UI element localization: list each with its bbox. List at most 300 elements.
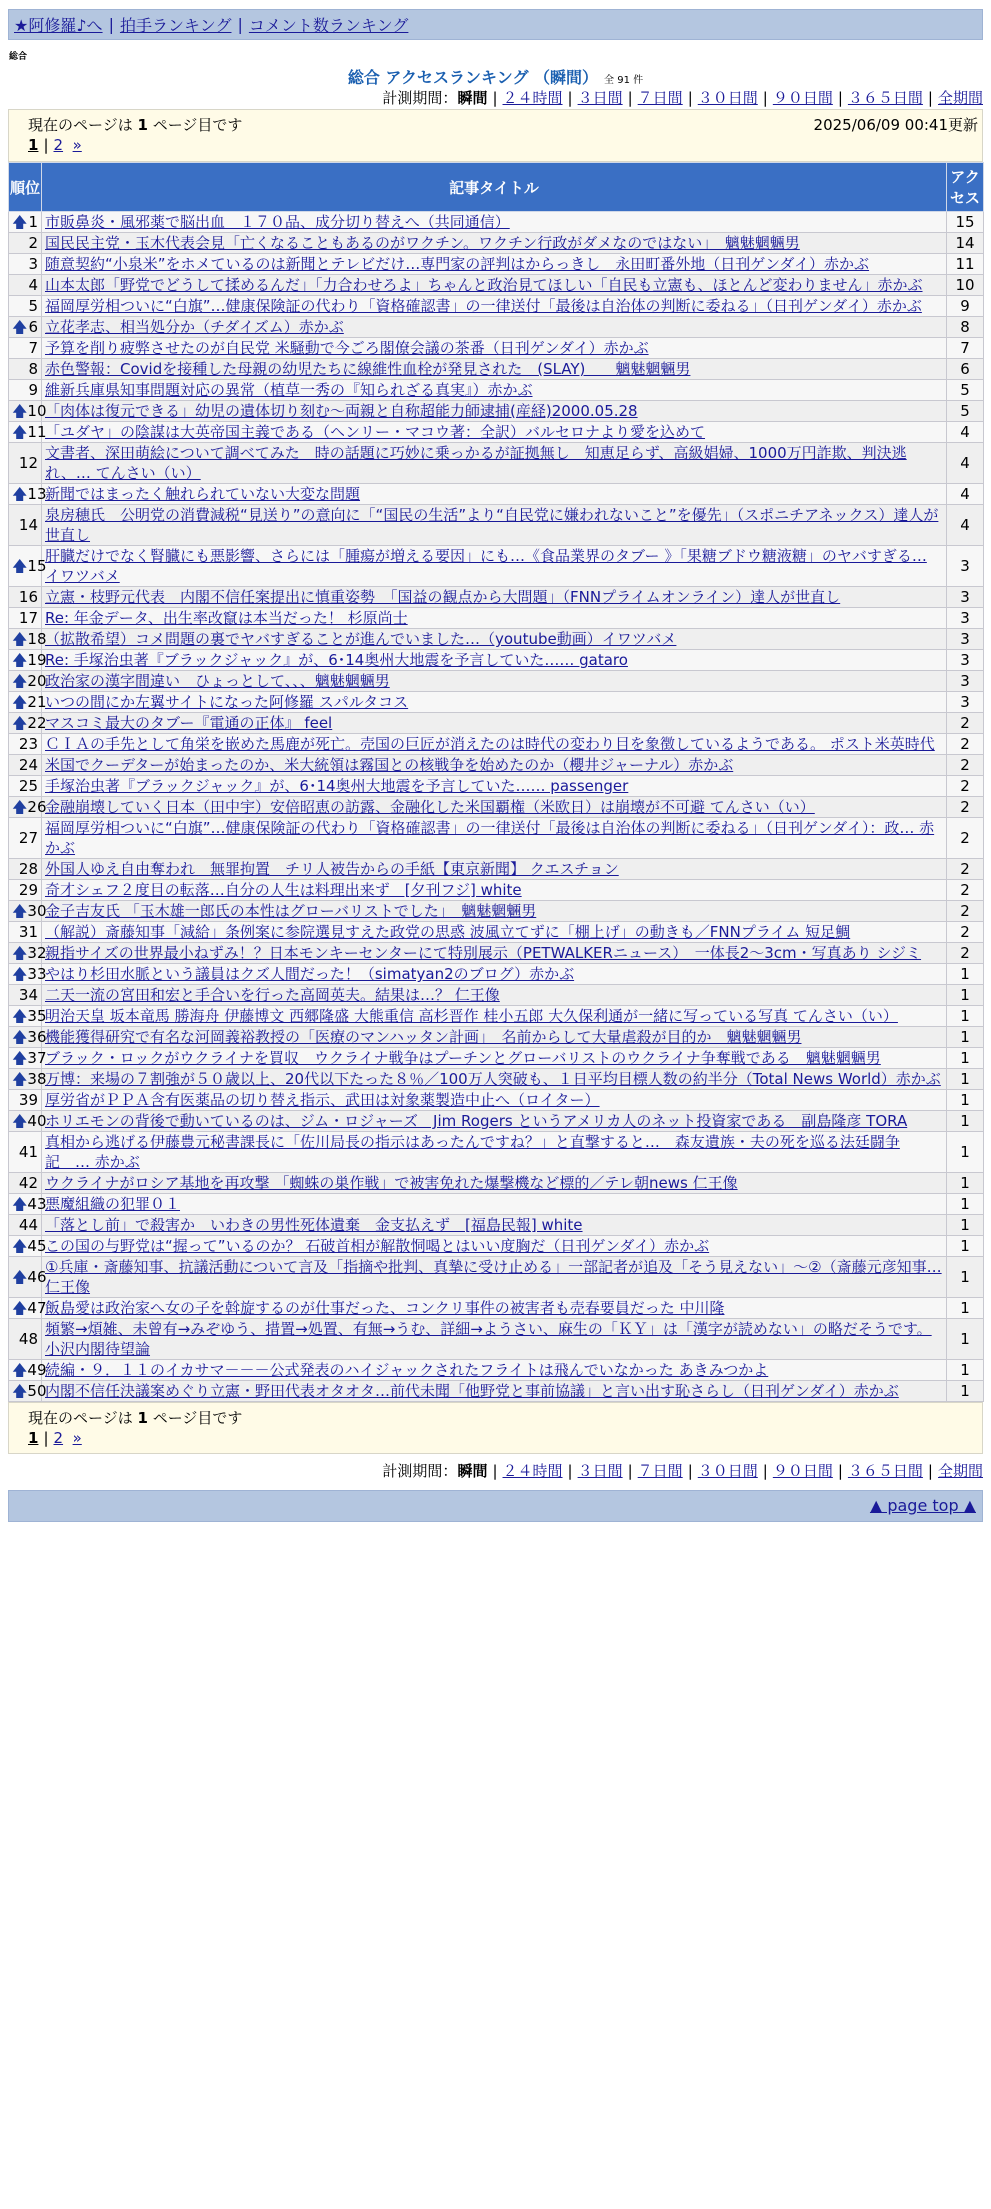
table-row [9,587,984,608]
title-cell [42,212,947,233]
title-cell [42,1048,947,1069]
title-cell [42,922,947,943]
article-link[interactable]: 金融崩壊していく日本（田中宇）安倍昭恵の訪露、金融化した米国覇権（米欧日）は崩壊が不可避 てんさい（い） [45,798,815,816]
title-cell [42,880,947,901]
rank-cell [9,734,42,755]
rank-cell [9,338,42,359]
access-count: 3 [947,608,984,629]
title-cell [42,818,947,859]
table-row [9,233,984,254]
clap-ranking-link[interactable]: 拍手ランキング [119,16,232,35]
table-row [9,1111,984,1132]
pagination-box-top [8,109,983,162]
next-page-link[interactable]: » [72,1429,82,1447]
article-link[interactable]: 厚労省がＰＰＡ含有医薬品の切り替え指示、武田は対象薬製造中止へ（ロイター） [45,1091,600,1109]
period-separator: | [927,1462,933,1480]
period-separator: | [927,89,933,107]
period-link-5[interactable]: ３６５日間 [847,1462,923,1480]
rank-number: 16 [18,588,38,606]
table-row [9,484,984,505]
rank-cell [9,1381,47,1402]
article-link[interactable]: 明治天皇 坂本竜馬 勝海舟 伊藤博文 西郷隆盛 大熊重信 高杉晋作 桂小五郎 大久保利通が一緒に写っている写真 てんさい（い） [45,1007,898,1025]
article-link[interactable]: ＣＩＡの手先として角栄を嵌めた馬鹿が死亡。売国の巨匠が消えたのは時代の変わり目を象徴しているようである。 ポスト米英時代 [45,735,935,753]
article-link[interactable]: 金子吉友氏 「玉木雄一郎氏の本性はグローバリストでした」 魑魅魍魎男 [45,902,537,920]
title-cell [42,338,947,359]
page-2-link[interactable]: 2 [53,136,64,154]
title-cell [42,776,947,797]
period-selector-bottom [0,1460,983,1482]
rank-cell [9,1132,42,1173]
table-row [9,776,984,797]
table-row [9,797,984,818]
period-separator: | [837,89,843,107]
title-cell [42,380,947,401]
rank-cell [9,1069,47,1090]
rank-cell [9,1319,42,1360]
title-cell [42,546,947,587]
access-count: 2 [947,943,984,964]
title-cell [42,1236,947,1257]
page-1-link[interactable]: 1 [28,1429,39,1447]
access-count: 1 [947,985,984,1006]
article-link[interactable]: この国の与野党は“握って”いるのか？ 石破首相が解散恫喝とはいい度胸だ（日刊ゲンダイ）赤かぶ [45,1237,710,1255]
rank-number: 33 [27,965,47,983]
rank-cell [9,713,47,734]
title-cell [42,484,947,505]
table-row [9,380,984,401]
rank-up-arrow-icon: 🡅 [12,630,28,648]
rank-number: 23 [18,735,38,753]
period-link-1[interactable]: ３日間 [577,1462,623,1480]
period-link-2[interactable]: ７日間 [637,1462,683,1480]
rank-cell [9,1006,47,1027]
access-count: 2 [947,734,984,755]
rank-up-arrow-icon: 🡅 [12,798,28,816]
rank-up-arrow-icon: 🡅 [12,1049,28,1067]
title-cell [42,1006,947,1027]
table-row [9,1173,984,1194]
rank-number: 41 [18,1143,38,1161]
rank-cell [9,1111,47,1132]
access-count: 4 [947,505,984,546]
article-link[interactable]: 肝臓だけでなく腎臓にも悪影響、さらには「腫瘍が増える要因」にも…《食品業界のタブー 》「果糖ブドウ糖液糖」のヤバすぎる… イワツバメ [45,547,927,585]
title-cell [42,964,947,985]
rank-up-arrow-icon: 🡅 [12,1237,28,1255]
rank-up-arrow-icon: 🡅 [12,965,28,983]
rank-cell [9,1360,47,1381]
article-link[interactable]: 「ユダヤ」の陰謀は大英帝国主義である（ヘンリー・マコウ著：全訳）バルセロナより愛を込めて [45,423,706,441]
table-row [9,254,984,275]
period-current: 瞬間 [457,1462,488,1480]
article-link[interactable]: 真相から逃げる伊藤豊元秘書課長に「佐川局長の指示はあったんですね？」と直撃すると… 森友遺族・夫の死を巡る法廷闘争記 … 赤かぶ [45,1133,900,1171]
rank-cell [9,671,47,692]
access-count: 2 [947,922,984,943]
rank-up-arrow-icon: 🡅 [12,423,28,441]
title-cell [42,1319,947,1360]
rank-cell [9,380,42,401]
access-count: 3 [947,629,984,650]
access-count: 10 [947,275,984,296]
table-row [9,1236,984,1257]
article-link[interactable]: 万博：来場の７割強が５０歳以上、20代以下たった８％／100万人突破も、１日平均目標人数の約半分（Total News World）赤かぶ [45,1070,941,1088]
title-cell [42,608,947,629]
title-cell [42,671,947,692]
rank-cell [9,922,42,943]
rank-number: 46 [27,1268,47,1286]
ranking-table [8,162,984,1402]
article-link[interactable]: 福岡厚労相ついに“白旗”…健康保険証の代わり「資格確認書」の一律送付「最後は自治体の判断に委ねる」（日刊ゲンダイ）赤かぶ [45,297,922,315]
title-cell [42,401,947,422]
rank-up-arrow-icon: 🡅 [12,318,28,336]
table-row [9,1048,984,1069]
rank-cell [9,296,42,317]
article-link[interactable]: 随意契約“小泉米”をホメているのは新聞とテレビだけ…専門家の評判はからっきし 永田町番外地（日刊ゲンダイ）赤かぶ [45,255,870,273]
access-count: 14 [947,233,984,254]
bottom-bar [8,1490,983,1522]
title-header: 記事タイトル [42,163,947,212]
article-link[interactable]: ①兵庫・斎藤知事、抗議活動について言及「指摘や批判、真摯に受け止める」一部記者が追及「そう見えない」～②（斎藤元彦知事… 仁王像 [45,1258,942,1296]
rank-number: 40 [27,1112,47,1130]
table-row [9,1006,984,1027]
table-row [9,1027,984,1048]
rank-cell [9,629,47,650]
article-link[interactable]: 米国でクーデターが始まったのか、米大統領は霧国との核戦争を始めたのか（櫻井ジャーナル）赤かぶ [45,756,734,774]
rank-cell [9,233,42,254]
table-row [9,985,984,1006]
article-link[interactable]: 立憲・枝野元代表 内閣不信任案提出に慎重姿勢 「国益の観点から大問題」（FNNプライムオンライン）達人が世直し [45,588,841,606]
article-link[interactable]: 「肉体は復元できる」幼児の遺体切り刻む～両親と自称超能力師逮捕(産経)2000.05.28 [45,402,638,420]
table-row [9,650,984,671]
access-count: 1 [947,964,984,985]
title-cell [42,1132,947,1173]
rank-number: 38 [27,1070,47,1088]
article-link[interactable]: 機能獲得研究で有名な河岡義裕教授の「医療のマンハッタン計画」 名前からして大量虐殺が目的か 魑魅魍魎男 [45,1028,802,1046]
rank-cell [9,587,42,608]
table-row [9,1194,984,1215]
rank-cell [9,443,42,484]
rank-cell [9,1090,42,1111]
table-row [9,275,984,296]
access-count: 1 [947,1173,984,1194]
period-link-1[interactable]: ３日間 [577,89,623,107]
period-link-6[interactable]: 全期間 [937,1462,983,1480]
title-cell [42,443,947,484]
access-count: 1 [947,1006,984,1027]
rank-cell [9,901,47,922]
rank-cell [9,212,42,233]
title-cell [42,755,947,776]
rank-number: 34 [18,986,38,1004]
access-count: 2 [947,901,984,922]
article-link[interactable]: 維新兵庫県知事問題対応の異常（植草一秀の『知られざる真実』）赤かぶ [45,381,533,399]
article-link[interactable]: やはり杉田水脈という議員はクズ人間だった！（simatyan2のブログ）赤かぶ [45,965,575,983]
article-link[interactable]: 山本太郎「野党でどうして揉めるんだ」「力合わせろよ」ちゃんと政治見てほしい「自民も立憲も、ほとんど変わりません」赤かぶ [45,276,923,294]
access-count: 2 [947,818,984,859]
rank-cell [9,1048,47,1069]
title-cell [42,275,947,296]
rank-number: 8 [28,360,38,378]
access-count: 1 [947,1090,984,1111]
rank-cell [9,1194,47,1215]
title-cell [42,587,947,608]
title-cell [42,1257,947,1298]
page-2-link[interactable]: 2 [53,1429,64,1447]
access-count: 1 [947,1257,984,1298]
rank-cell [9,797,47,818]
period-selector-top [0,87,983,109]
table-row [9,755,984,776]
title-cell [42,1173,947,1194]
table-row [9,505,984,546]
title-cell [42,797,947,818]
table-row [9,1298,984,1319]
rank-cell [9,422,47,443]
article-link[interactable]: ホリエモンの背後で動いているのは、ジム・ロジャーズ Jim Rogers というアメリカ人のネット投資家である 副島隆彦 TORA [45,1112,908,1130]
rank-number: 20 [27,672,47,690]
article-link[interactable]: （解説）斎藤知事「減給」条例案に参院選見すえた政党の思惑 波風立てずに「棚上げ」の動きも／FNNプライム 短足鯛 [45,923,851,941]
article-link[interactable]: 飯島愛は政治家へ女の子を斡旋するのが仕事だった、コンクリ事件の被害者も売春要員だった 中川隆 [45,1299,725,1317]
rank-number: 42 [18,1174,38,1192]
article-link[interactable]: 市販鼻炎・風邪薬で脳出血 １７０品、成分切り替えへ（共同通信） [45,213,510,231]
rank-number: 18 [27,630,47,648]
table-row [9,713,984,734]
rank-cell [9,1298,47,1319]
rank-number: 35 [27,1007,47,1025]
access-count: 4 [947,422,984,443]
table-row [9,734,984,755]
period-current: 瞬間 [457,89,488,107]
rank-up-arrow-icon: 🡅 [12,1007,28,1025]
table-row [9,401,984,422]
period-link-4[interactable]: ９０日間 [772,1462,833,1480]
article-link[interactable]: 外国人ゆえ自由奪われ 無罪拘置 チリ人被告からの手紙【東京新聞】 クエスチョン [45,860,619,878]
rank-number: 12 [18,454,38,472]
rank-cell [9,608,42,629]
table-row [9,212,984,233]
article-link[interactable]: 「落とし前」で殺害か いわきの男性死体遺棄 金支払えず [福島民報] white [45,1216,583,1234]
access-count: 3 [947,546,984,587]
table-row [9,1319,984,1360]
period-link-5[interactable]: ３６５日間 [847,89,923,107]
top-nav-bar [8,9,983,40]
period-link-3[interactable]: ３０日間 [697,89,758,107]
table-row [9,901,984,922]
access-count: 8 [947,317,984,338]
rank-cell [9,692,47,713]
rank-cell [9,275,42,296]
access-count: 2 [947,797,984,818]
home-link[interactable]: ★阿修羅♪へ [14,16,103,35]
period-link-0[interactable]: ２４時間 [502,89,563,107]
title-cell [42,1215,947,1236]
rank-number: 31 [18,923,38,941]
article-link[interactable]: 泉房穂氏 公明党の消費減税“見送り”の意向に「“国民の生活”より“自民党に嫌われないこと”を優先」（スポニチアネックス）達人が世直し [45,506,939,544]
table-row [9,922,984,943]
table-row [9,608,984,629]
access-count: 3 [947,671,984,692]
article-link[interactable]: ウクライナがロシア基地を再攻撃 「蜘蛛の巣作戦」で被害免れた爆撃機など標的／テレ朝news 仁王像 [45,1174,738,1192]
article-link[interactable]: 内閣不信任決議案めぐり立憲・野田代表オタオタ…前代未聞「他野党と事前協議」と言い出す恥さらし（日刊ゲンダイ）赤かぶ [45,1382,899,1400]
table-row [9,443,984,484]
article-link[interactable]: 予算を削り疲弊させたのが自民党 米騒動で今ごろ閣僚会議の茶番（日刊ゲンダイ）赤かぶ [45,339,649,357]
period-link-0[interactable]: ２４時間 [502,1462,563,1480]
period-separator: | [492,1462,498,1480]
title-cell [42,422,947,443]
access-count: 1 [947,1027,984,1048]
page-top-link[interactable]: ▲ page top ▲ [869,1496,976,1515]
rank-cell [9,985,42,1006]
article-link[interactable]: 続編・９．１１のイカサマ－－－公式発表のハイジャックされたフライトは飛んでいなかった あきみつかよ [45,1361,769,1379]
rank-up-arrow-icon: 🡅 [12,1070,28,1088]
access-count: 2 [947,713,984,734]
period-label: 計測期間： [382,1462,458,1480]
title-cell [42,1111,947,1132]
next-page-link[interactable]: » [72,136,82,154]
article-link[interactable]: 悪魔組織の犯罪０１ [45,1195,181,1213]
rank-up-arrow-icon: 🡅 [12,1268,28,1286]
article-link[interactable]: 新聞ではまったく触れられていない大変な問題 [45,485,361,503]
ranking-heading: 総合 アクセスランキング （瞬間） [347,68,599,87]
access-count: 1 [947,1111,984,1132]
title-cell [42,1069,947,1090]
access-count: 9 [947,296,984,317]
table-row [9,1257,984,1298]
article-link[interactable]: Re: 手塚治虫著『ブラックジャック』が、6･14奥州大地震を予言していた…… gataro [45,651,628,669]
table-row [9,359,984,380]
article-link[interactable]: 立花孝志、相当処分か（チダイズム）赤かぶ [45,318,344,336]
rank-cell [9,1173,42,1194]
rank-number: 22 [27,714,47,732]
period-separator: | [627,1462,633,1480]
rank-number: 24 [18,756,38,774]
page-title [0,65,991,87]
rank-number: 30 [27,902,47,920]
rank-number: 48 [18,1330,38,1348]
rank-up-arrow-icon: 🡅 [12,1028,28,1046]
pager: 1 | 2 » [28,1429,82,1447]
access-count: 4 [947,443,984,484]
title-cell [42,233,947,254]
rank-number: 11 [27,423,47,441]
rank-up-arrow-icon: 🡅 [12,213,28,231]
article-link[interactable]: 奇才シェフ２度目の転落…自分の人生は料理出来ず [夕刊フジ] white [45,881,522,899]
access-count: 5 [947,380,984,401]
rank-up-arrow-icon: 🡅 [12,944,28,962]
article-link[interactable]: マスコミ最大のタブー『電通の正体』 feel [45,714,333,732]
rank-up-arrow-icon: 🡅 [12,1382,28,1400]
rank-cell [9,880,42,901]
rank-cell [9,1027,47,1048]
rank-cell [9,859,42,880]
period-separator: | [627,89,633,107]
page-1-link[interactable]: 1 [28,136,39,154]
table-row [9,546,984,587]
period-separator: | [837,1462,843,1480]
rank-up-arrow-icon: 🡅 [12,902,28,920]
title-cell [42,296,947,317]
article-link[interactable]: 二天一流の宮田和宏と手合いを行った高岡英夫。結果は…？ 仁王像 [45,986,500,1004]
table-row [9,317,984,338]
rank-number: 2 [28,234,38,252]
title-cell [42,859,947,880]
table-row [9,1069,984,1090]
title-cell [42,650,947,671]
article-link[interactable]: Re: 年金データ、出生率改竄は本当だった！ 杉原尚士 [45,609,408,627]
title-cell [42,713,947,734]
table-row [9,964,984,985]
article-link[interactable]: ブラック・ロックがウクライナを買収 ウクライナ戦争はプーチンとグローバリストのウクライナ争奪戦である 魑魅魍魎男 [45,1049,881,1067]
nav-separator: | [237,15,243,34]
rank-cell [9,818,42,859]
rank-number: 44 [18,1216,38,1234]
access-count: 2 [947,859,984,880]
rank-cell [9,943,47,964]
title-cell [42,901,947,922]
access-count: 15 [947,212,984,233]
rank-number: 15 [27,557,47,575]
rank-number: 36 [27,1028,47,1046]
rank-cell [9,546,47,587]
rank-cell [9,1236,47,1257]
title-cell [42,1194,947,1215]
period-link-2[interactable]: ７日間 [637,89,683,107]
table-row [9,1132,984,1173]
article-link[interactable]: 福岡厚労相ついに“白旗”…健康保険証の代わり「資格確認書」の一律送付「最後は自治体の判断に委ねる」（日刊ゲンダイ）：政… 赤かぶ [45,819,935,857]
table-row [9,1360,984,1381]
article-link[interactable]: 赤色警報：Covidを接種した母親の幼児たちに線維性血栓が発見された (SLAY) 魑魅魍魎男 [45,360,691,378]
article-link[interactable]: 文書者、深田萌絵について調べてみた 時の話題に巧妙に乗っかるが証拠無し 知恵足らず、高級娼婦、1000万円詐欺、判決逃れ、… てんさい（い） [45,444,907,482]
rank-up-arrow-icon: 🡅 [12,693,28,711]
rank-number: 39 [18,1091,38,1109]
access-count: 2 [947,776,984,797]
access-count: 1 [947,1381,984,1402]
rank-cell [9,359,42,380]
access-header: アクセス [947,163,984,212]
access-count: 2 [947,755,984,776]
table-row [9,692,984,713]
title-cell [42,692,947,713]
access-count: 6 [947,359,984,380]
pagination-box-bottom [8,1402,983,1454]
category-label: 総合 [9,52,28,62]
access-count: 5 [947,401,984,422]
period-link-6[interactable]: 全期間 [937,89,983,107]
period-link-4[interactable]: ９０日間 [772,89,833,107]
rank-number: 1 [28,213,38,231]
rank-number: 14 [18,516,38,534]
period-separator: | [567,89,573,107]
rank-number: 45 [27,1237,47,1255]
article-link[interactable]: （拡散希望）コメ問題の裏でヤバすぎることが進んでいました…（youtube動画）イワツバメ [45,630,677,648]
article-link[interactable]: 政治家の漢字間違い ひょっとして、、、魑魅魍魎男 [45,672,390,690]
rank-cell [9,964,47,985]
article-link[interactable]: 手塚治虫著『ブラックジャック』が、6･14奥州大地震を予言していた…… passenger [45,777,629,795]
title-cell [42,505,947,546]
rank-up-arrow-icon: 🡅 [12,485,28,503]
comment-ranking-link[interactable]: コメント数ランキング [248,16,409,35]
article-link[interactable]: いつの間にか左翼サイトになった阿修羅 スパルタコス [45,693,409,711]
period-link-3[interactable]: ３０日間 [697,1462,758,1480]
article-link[interactable]: 国民民主党・玉木代表会見「亡くなることもあるのがワクチン。ワクチン行政がダメなのではない」 魑魅魍魎男 [45,234,800,252]
rank-cell [9,776,42,797]
rank-cell [9,505,42,546]
rank-up-arrow-icon: 🡅 [12,714,28,732]
article-link[interactable]: 親指サイズの世界最小ねずみ！？日本モンキーセンターにて特別展示（PETWALKERニュース） 一体長2～3cm・写真あり シジミ [45,944,922,962]
rank-number: 32 [27,944,47,962]
nav-separator: | [108,15,114,34]
article-link[interactable]: 頻繁→煩雑、未曾有→みぞゆう、措置→処置、有無→うむ、詳細→ようさい、麻生の「ＫＹ」は「漢字が読めない」の略だそうです。 小沢内閣待望論 [45,1320,932,1358]
rank-number: 6 [28,318,38,336]
